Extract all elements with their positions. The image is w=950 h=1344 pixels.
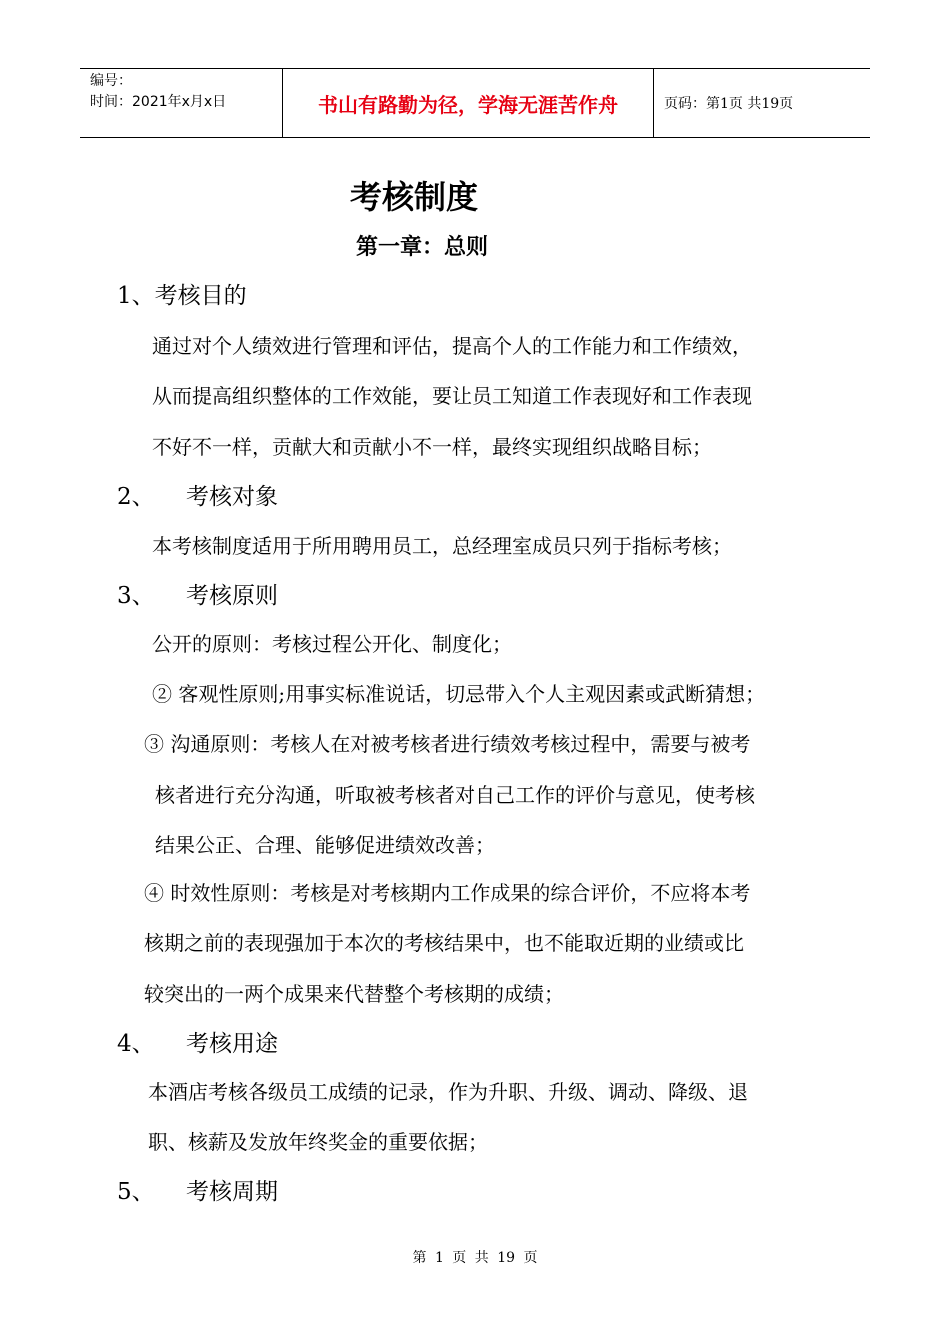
section-heading-1 bbox=[117, 277, 247, 310]
section-number: 1、 bbox=[117, 283, 155, 309]
paragraph-line: 核者进行充分沟通，听取被考核者对自己工作的评价与意见，使考核 bbox=[155, 783, 755, 807]
paragraph-line: ② 客观性原则;用事实标准说话，切忌带入个人主观因素或武断猜想； bbox=[152, 682, 766, 706]
section-heading-5 bbox=[117, 1173, 278, 1206]
document-title: 考核制度 bbox=[349, 178, 478, 216]
paragraph-line: 通过对个人绩效进行管理和评估，提高个人的工作能力和工作绩效， bbox=[152, 334, 752, 358]
header-table bbox=[80, 68, 870, 138]
section-title: 考核对象 bbox=[186, 484, 278, 510]
header-page-info: 页码：第1页 共19页 bbox=[664, 96, 794, 112]
header-motto: 书山有路勤为径，学海无涯苦作舟 bbox=[282, 69, 654, 137]
paragraph-line: 职、核薪及发放年终奖金的重要依据； bbox=[148, 1130, 488, 1154]
number-label: 编号： bbox=[90, 73, 132, 89]
paragraph-line: 本酒店考核各级员工成绩的记录，作为升职、升级、调动、降级、退 bbox=[148, 1080, 748, 1104]
page-footer: 第 1 页 共 19 页 bbox=[412, 1250, 538, 1266]
section-number: 2、 bbox=[117, 484, 155, 510]
section-heading-4 bbox=[117, 1025, 278, 1058]
paragraph-line: 本考核制度适用于所用聘用员工，总经理室成员只列于指标考核； bbox=[152, 534, 732, 558]
section-heading-2 bbox=[117, 478, 278, 511]
paragraph-line: 较突出的一两个成果来代替整个考核期的成绩； bbox=[144, 982, 564, 1006]
paragraph-line: 结果公正、合理、能够促进绩效改善； bbox=[155, 833, 495, 857]
section-number: 5、 bbox=[117, 1179, 155, 1205]
paragraph-line: ④ 时效性原则：考核是对考核期内工作成果的综合评价，不应将本考 bbox=[144, 881, 751, 905]
section-number: 4、 bbox=[117, 1031, 155, 1057]
section-heading-3 bbox=[117, 577, 278, 610]
section-title: 考核原则 bbox=[186, 583, 278, 609]
section-title: 考核用途 bbox=[186, 1031, 278, 1057]
paragraph-line: 核期之前的表现强加于本次的考核结果中，也不能取近期的业绩或比 bbox=[144, 931, 744, 955]
header-meta bbox=[80, 69, 282, 137]
paragraph-line: 公开的原则：考核过程公开化、制度化； bbox=[152, 632, 512, 656]
chapter-heading: 第一章：总则 bbox=[355, 235, 488, 260]
paragraph-line: 从而提高组织整体的工作效能，要让员工知道工作表现好和工作表现 bbox=[152, 384, 752, 408]
section-number: 3、 bbox=[117, 583, 155, 609]
section-title: 考核目的 bbox=[154, 283, 247, 309]
paragraph-line: ③ 沟通原则：考核人在对被考核者进行绩效考核过程中，需要与被考 bbox=[144, 732, 751, 756]
section-title: 考核周期 bbox=[186, 1179, 278, 1205]
time-label: 时间：2021年x月x日 bbox=[90, 94, 227, 110]
paragraph-line: 不好不一样，贡献大和贡献小不一样，最终实现组织战略目标； bbox=[152, 435, 712, 459]
